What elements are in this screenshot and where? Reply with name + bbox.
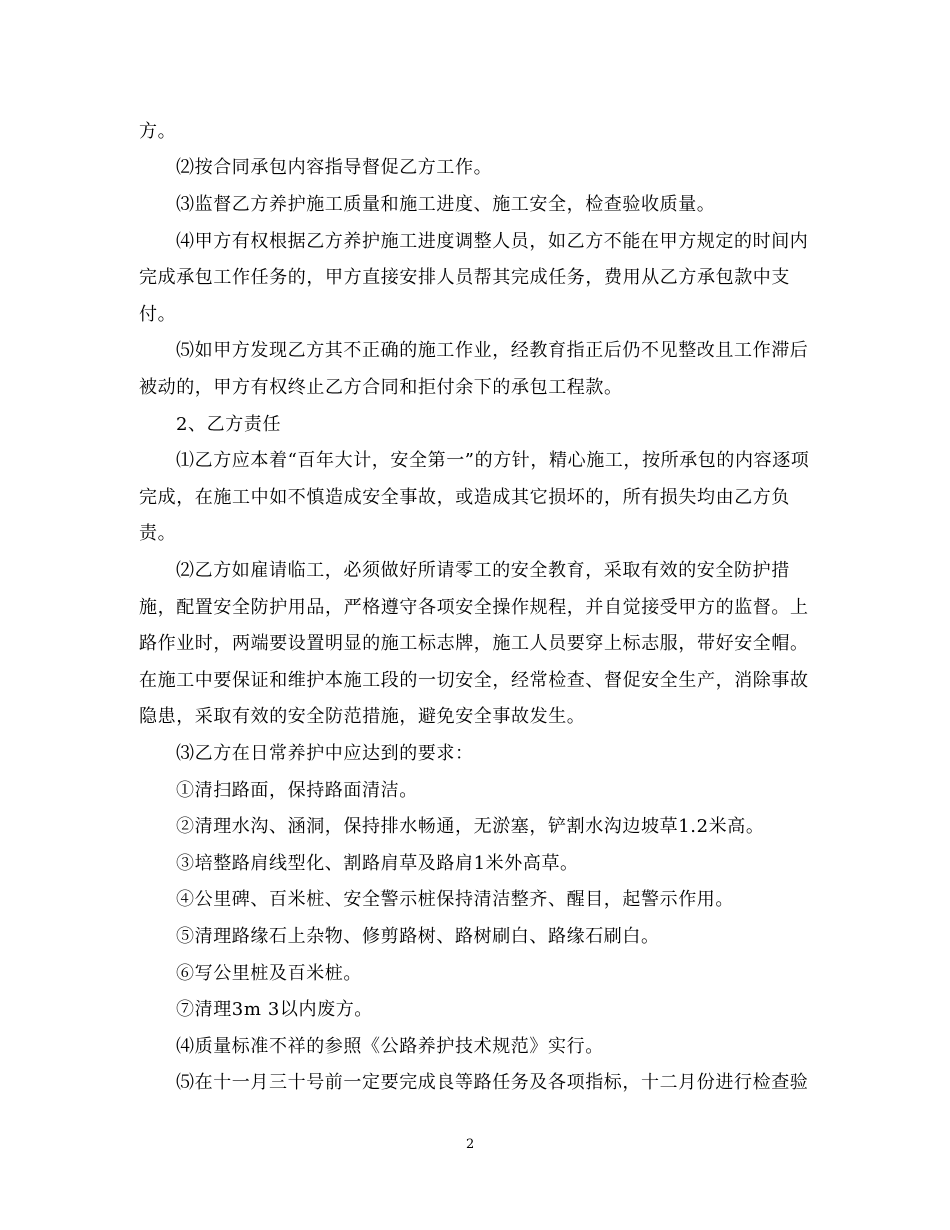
- paragraph-line: 完成承包工作任务的，甲方直接安排人员帮其完成任务，费用从乙方承包款中支: [139, 267, 790, 288]
- list-item: ②清理水沟、涵洞，保持排水畅通，无淤塞，铲割水沟边坡草1.2米高。: [176, 816, 765, 837]
- paragraph-line: ⑶乙方在日常养护中应达到的要求：: [176, 743, 474, 764]
- paragraph-line: ⑷甲方有权根据乙方养护施工进度调整人员，如乙方不能在甲方规定的时间内: [176, 231, 809, 252]
- section-heading: 2、乙方责任: [176, 414, 282, 435]
- list-item: ⑤清理路缘石上杂物、修剪路树、路树刷白、路缘石刷白。: [176, 926, 660, 947]
- paragraph-line: ⑵按合同承包内容指导督促乙方工作。: [176, 157, 493, 178]
- paragraph-line: 隐患，采取有效的安全防范措施，避免安全事故发生。: [139, 706, 586, 727]
- paragraph-line: 在施工中要保证和维护本施工段的一切安全，经常检查、督促安全生产，消除事故: [139, 670, 809, 691]
- paragraph-line: 施，配置安全防护用品，严格遵守各项安全操作规程，并自觉接受甲方的监督。上: [139, 597, 809, 618]
- paragraph-line: ⑸如甲方发现乙方其不正确的施工作业，经教育指正后仍不见整改且工作滞后: [176, 340, 809, 361]
- paragraph-line: ⑴乙方应本着“百年大计，安全第一”的方针，精心施工，按所承包的内容逐项: [176, 450, 810, 471]
- paragraph-line: 路作业时，两端要设置明显的施工标志牌，施工人员要穿上标志服，带好安全帽。: [139, 633, 809, 654]
- paragraph-line: ⑷质量标准不祥的参照《公路养护技术规范》实行。: [176, 1036, 604, 1057]
- paragraph-line: 完成，在施工中如不慎造成安全事故，或造成其它损坏的，所有损失均由乙方负: [139, 487, 790, 508]
- paragraph-line: ⑵乙方如雇请临工，必须做好所请零工的安全教育，采取有效的安全防护措: [176, 560, 790, 581]
- paragraph-line: ⑶监督乙方养护施工质量和施工进度、施工安全，检查验收质量。: [176, 194, 716, 215]
- paragraph-line: 被动的，甲方有权终止乙方合同和拒付余下的承包工程款。: [139, 377, 623, 398]
- page-number: 2: [466, 1137, 475, 1152]
- list-item: ①清扫路面，保持路面清洁。: [176, 780, 418, 801]
- list-item: ③培整路肩线型化、割路肩草及路肩1米外高草。: [176, 853, 579, 874]
- list-item: ⑦清理3m 3以内废方。: [176, 999, 373, 1020]
- paragraph-line: 付。: [139, 304, 177, 325]
- paragraph-line: ⑸在十一月三十号前一定要完成良等路任务及各项指标，十二月份进行检查验: [176, 1072, 809, 1093]
- paragraph-line: 责。: [139, 523, 177, 544]
- list-item: ⑥写公里桩及百米桩。: [176, 963, 362, 984]
- list-item: ④公里碑、百米桩、安全警示桩保持清洁整齐、醒目，起警示作用。: [176, 889, 734, 910]
- paragraph-line: 方。: [139, 121, 177, 142]
